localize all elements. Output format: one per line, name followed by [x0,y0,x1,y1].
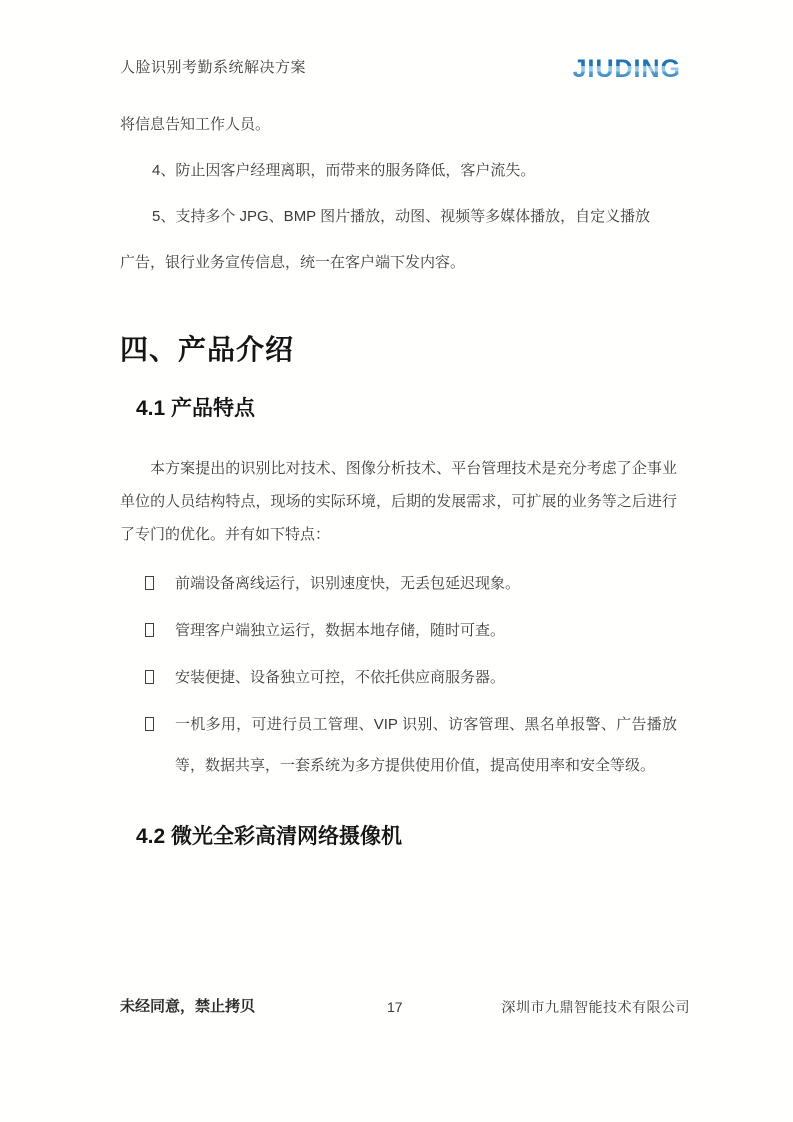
list-item [145,657,677,698]
company-name: 深圳市九鼎智能技术有限公司 [501,999,690,1015]
tofu-bullet-icon [145,576,154,590]
document-title: 人脸识别考勤系统解决方案 [120,59,307,76]
feature-list [120,563,677,786]
tofu-bullet-icon [145,670,154,684]
numbered-item-5-line1: 5、支持多个 JPG、BMP 图片播放，动图、视频等多媒体播放，自定义播放 [152,208,651,225]
copy-forbidden-notice: 未经同意，禁止拷贝 [120,998,256,1015]
page-header [120,56,681,82]
subsection-heading-product-features: 4.1 产品特点 [136,397,256,420]
tofu-bullet-icon [145,623,154,637]
numbered-item-4: 4、防止因客户经理离职，而带来的服务降低，客户流失。 [152,162,536,179]
feature-text: 一机多用，可进行员工管理、VIP 识别、访客管理、黑名单报警、广告播放等，数据共享，一套系统为多方提供使用价值，提高使用率和安全等级。 [175,716,677,774]
features-intro-paragraph: 本方案提出的识别比对技术、图像分析技术、平台管理技术是充分考虑了企事业单位的人员结构特点，现场的实际环境，后期的发展需求，可扩展的业务等之后进行了专门的优化。并有如下特点： [120,460,677,543]
paragraph-continued: 将信息告知工作人员。 [120,116,271,133]
section-heading-product-intro: 四、产品介绍 [120,334,295,365]
page-footer [120,995,690,1019]
list-item [145,704,677,786]
tofu-bullet-icon [145,717,154,731]
list-item [145,563,677,604]
list-item [145,610,677,651]
feature-text: 安装便捷、设备独立可控，不依托供应商服务器。 [175,669,506,686]
subsection-heading-camera: 4.2 微光全彩高清网络摄像机 [136,825,403,848]
jiuding-logo: JIUDING [572,55,681,83]
numbered-item-5-line2: 广告，银行业务宣传信息，统一在客户端下发内容。 [120,254,466,271]
feature-text: 管理客户端独立运行，数据本地存储，随时可查。 [175,622,506,639]
feature-text: 前端设备离线运行，识别速度快，无丢包延迟现象。 [175,575,521,592]
page-content [120,102,677,852]
page-number: 17 [387,999,403,1015]
